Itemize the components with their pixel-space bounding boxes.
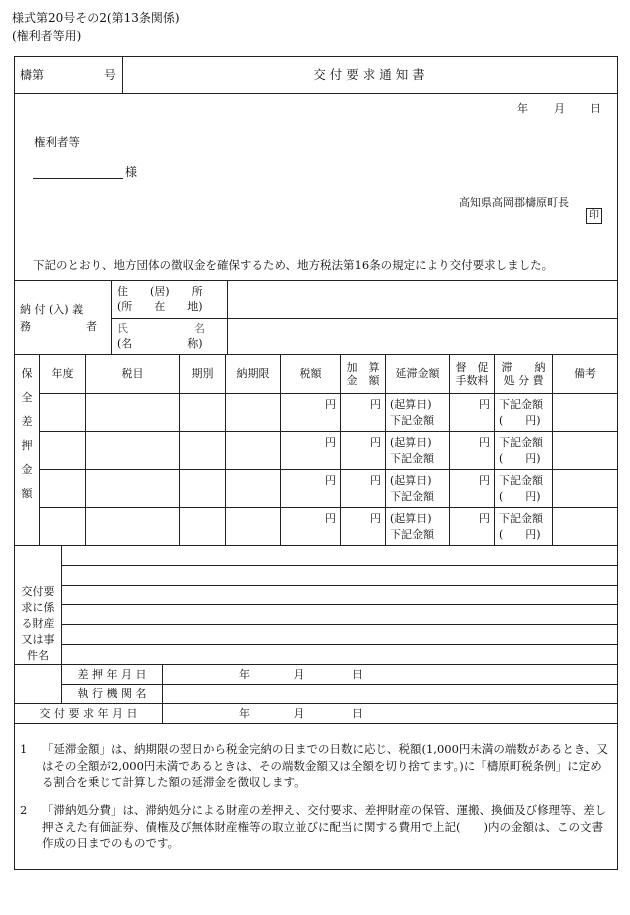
tax-amount-yen: 円 [281,508,341,546]
enforcement-agency-label: 執 行 機 関 名 [62,684,163,704]
col-demand-fee: 督 促 手数料 [450,355,495,394]
date-year: 年 [517,102,528,115]
property-line-2 [62,565,618,585]
demand-fee-yen: 円 [450,508,495,546]
seizure-day: 日 [352,667,363,681]
request-month: 月 [293,706,305,720]
property-label: 交付要 求に係 る財産 又は事 件名 [15,546,62,665]
table-row [15,394,618,432]
col-period: 期別 [180,355,226,394]
note-2-text: 「滞納処分費」は、滞納処分による財産の差押え、交付要求、差押財産の保管、運搬、換価及び修理等、差し押さえた有価証券、債権及び無体財産権等の取立並びに配当に関する費用で上記( )内の金額は、この文書作成の日までのものです。 [42,803,607,851]
seizure-side-label: 保 全 差 押 金 額 [15,355,40,546]
col-tax-amount: 税額 [281,355,341,394]
cost-cell: 下記金額 ( 円) [495,470,553,508]
table-row [15,432,618,470]
note-1-text: 「延滞金額」は、納期限の翌日から税金完納の日までの日数に応じ、税額(1,000円未満の端数があるとき、又はその全額が2,000円未満であるときは、その端数金額又は全額を切り捨てます。)に「檮原町税条例」に定める割合を乗じて計算した額の延滞金を徴収します。 [42,742,608,790]
late-fee-cell: (起算日) 下記金額 [386,394,450,432]
col-surcharge: 加 算 金 額 [341,355,386,394]
property-line-4 [62,605,618,625]
demand-fee-yen: 円 [450,432,495,470]
surcharge-yen: 円 [341,394,386,432]
demand-fee-yen: 円 [450,394,495,432]
obligor-address-label2: (所 在 地) [117,300,203,313]
col-due-date: 納期限 [226,355,281,394]
table-row [15,508,618,546]
note-2 [20,802,612,852]
recipient-name-line [33,178,123,179]
cost-cell: 下記金額 ( 円) [495,432,553,470]
seizure-date-value [163,665,618,685]
property-table [14,545,618,724]
col-year: 年度 [40,355,86,394]
seizure-month: 月 [293,667,305,681]
property-line-1 [62,546,618,566]
col-tax-item: 税目 [86,355,180,394]
tax-amount-yen: 円 [281,432,341,470]
obligor-name-label2: (名 称) [117,337,203,350]
issuer-name: 高知県高岡郡檮原町長 [459,196,569,209]
note-2-number: 2 [20,803,28,817]
honorific: 様 [125,165,138,179]
late-fee-cell: (起算日) 下記金額 [386,470,450,508]
property-line-5 [62,625,618,645]
surcharge-yen: 円 [341,470,386,508]
date-month: 月 [554,102,565,115]
cost-cell: 下記金額 ( 円) [495,508,553,546]
form-subtitle: (権利者等用) [12,29,82,43]
late-fee-cell: (起算日) 下記金額 [386,508,450,546]
property-label-tail [15,665,62,704]
request-day: 日 [352,706,363,720]
enforcement-agency-value [163,684,618,704]
table-row [15,470,618,508]
late-fee-cell: (起算日) 下記金額 [386,432,450,470]
property-line-3 [62,585,618,605]
tax-amount-yen: 円 [281,470,341,508]
surcharge-yen: 円 [341,508,386,546]
document-title: 交 付 要 求 通 知 書 [313,67,425,82]
seizure-date-label: 差 押 年 月 日 [62,665,163,685]
col-remarks: 備考 [553,355,618,394]
amounts-table [14,354,618,546]
form-number: 様式第20号その2(第13条関係) [12,11,180,25]
statement-text: 下記のとおり、地方団体の徴収金を確保するため、地方税法第16条の規定により交付要求しました。 [33,258,554,272]
surcharge-yen: 円 [341,432,386,470]
note-1-number: 1 [20,742,28,756]
document-number-suffix: 号 [104,68,117,82]
property-line-6 [62,645,618,665]
request-year: 年 [239,706,250,720]
request-date-value [163,704,618,724]
demand-fee-yen: 円 [450,470,495,508]
obligor-label-line2: 務 者 [20,320,97,333]
tax-amount-yen: 円 [281,394,341,432]
note-1 [20,741,612,791]
col-delinquency-cost: 滞 納 処 分 費 [495,355,553,394]
obligor-label-line1: 納 付 (入) 義 [20,303,84,316]
document-number-label: 檮第 [20,68,45,82]
cost-cell: 下記金額 ( 円) [495,394,553,432]
obligor-address-label1: 住 (居) 所 [117,285,203,298]
obligor-name-label1: 氏 名 [117,322,205,335]
date-day: 日 [590,102,601,115]
col-late-fee: 延滞金額 [386,355,450,394]
seizure-year: 年 [239,667,250,681]
seal-mark: 印 [586,208,602,224]
request-date-label: 交 付 要 求 年 月 日 [15,704,163,724]
recipient-label: 権利者等 [34,135,80,149]
